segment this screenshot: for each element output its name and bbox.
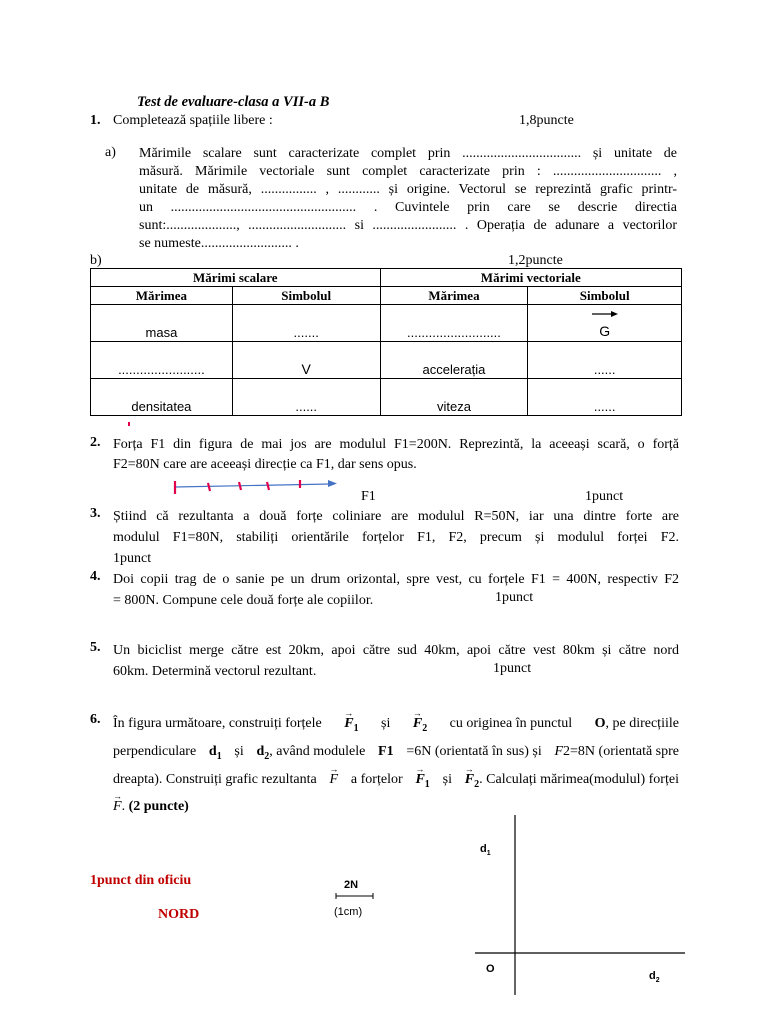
table-row bbox=[91, 342, 682, 379]
table-column-header: Mărimea bbox=[380, 287, 528, 305]
quantities-table bbox=[90, 268, 682, 416]
q6-points: (2 puncte) bbox=[128, 799, 189, 815]
scale-bar bbox=[335, 892, 375, 900]
q2-line: F2=80N care are aceeași direcție ca F1, dar sens opus. bbox=[113, 457, 417, 472]
table-row bbox=[91, 305, 682, 342]
table-column-header-row bbox=[91, 287, 682, 305]
q3-text bbox=[113, 506, 679, 569]
table-group-header-row bbox=[91, 269, 682, 287]
table-cell: ...... bbox=[232, 379, 380, 416]
q3-line: Știind că rezultanta a două forțe coliniare are modulul R=50N, iar una dintre forte are bbox=[113, 509, 679, 524]
table-row bbox=[91, 379, 682, 416]
vector-arrow-icon bbox=[591, 310, 619, 318]
q1a-label: a) bbox=[105, 145, 116, 160]
table-cell: V bbox=[232, 342, 380, 379]
q4-line: Doi copii trag de o sanie pe un drum orizontal, spre vest, cu forțele F1 = 400N, respectiv F2 bbox=[113, 572, 679, 587]
table-cell: ....... bbox=[232, 305, 380, 342]
f1-vector-figure bbox=[170, 478, 340, 498]
q1-text: Completează spațiile libere : bbox=[113, 113, 273, 128]
origin-point-label: O bbox=[594, 716, 606, 731]
q6-line: → F. (2 puncte) bbox=[113, 795, 679, 818]
table-cell: masa bbox=[91, 305, 233, 342]
vector-symbol: G bbox=[599, 323, 611, 339]
oficiu-note: 1punct din oficiu bbox=[90, 873, 192, 888]
q5-line: 60km. Determină vectorul rezultant. bbox=[113, 664, 317, 679]
scale-value: 2N bbox=[344, 879, 359, 891]
q1b-label: b) bbox=[90, 253, 102, 268]
table-cell: ...... bbox=[528, 379, 682, 416]
q5-line: Un biciclist merge către est 20km, apoi către sud 40km, apoi către vest 80km și către nord bbox=[113, 643, 679, 658]
q2-number: 2. bbox=[90, 435, 101, 450]
table-column-header: Simbolul bbox=[232, 287, 380, 305]
scale-unit: (1cm) bbox=[334, 906, 363, 918]
q5-text bbox=[113, 640, 679, 682]
table-cell: ........................ bbox=[91, 342, 233, 379]
q4-text bbox=[113, 569, 679, 611]
q4-number: 4. bbox=[90, 569, 101, 584]
q6-line: perpendiculare $d_1$ și $d_2$, având modulele F1 =6N (orientată în sus) și F2=8N (orientată spre bbox=[113, 743, 679, 762]
table-column-header: Mărimea bbox=[91, 287, 233, 305]
red-mark bbox=[128, 422, 130, 426]
table-cell: accelerația bbox=[380, 342, 528, 379]
f1-label: F1 bbox=[361, 489, 376, 504]
nord-label: NORD bbox=[158, 907, 200, 922]
q2-line: Forța F1 din figura de mai jos are modulul F1=200N. Reprezintă, la aceeași scară, o forță bbox=[113, 437, 679, 452]
q1-number: 1. bbox=[90, 113, 101, 128]
q3-line: modulul F1=80N, stabiliți orientările forțelor F1, F2, precum și modulul forței F2. bbox=[113, 530, 679, 545]
q6-number: 6. bbox=[90, 712, 101, 727]
q1a-line: Mărimile scalare sunt caracterizate complet prin .................................. și unitate de bbox=[139, 146, 677, 161]
f2-vector-symbol: → F bbox=[413, 712, 422, 735]
q1-points: 1,8puncte bbox=[519, 113, 574, 128]
q4-line: = 800N. Compune cele două forțe ale copiilor. bbox=[113, 593, 374, 608]
f1-vector-symbol: → F bbox=[344, 712, 353, 735]
q3-number: 3. bbox=[90, 506, 101, 521]
table-cell-vector bbox=[528, 305, 682, 342]
q6-line: În figura următoare, construiți forțele → $F_1$ și → $F_2$ cu originea în punctul O, pe direcțiile bbox=[113, 712, 679, 740]
test-title: Test de evaluare-clasa a VII-a B bbox=[137, 94, 330, 110]
table-cell: .......................... bbox=[380, 305, 528, 342]
axis-d1-label: $d_1$ bbox=[480, 843, 491, 858]
origin-label: O bbox=[486, 963, 495, 975]
table-cell: densitatea bbox=[91, 379, 233, 416]
q2-text bbox=[113, 435, 679, 475]
q2-points: 1punct bbox=[585, 489, 624, 504]
table-group-header: Mărimi scalare bbox=[91, 269, 381, 287]
axis-d2-label: $d_2$ bbox=[649, 970, 660, 985]
q1a-line: se numeste.......................... . bbox=[139, 236, 299, 251]
q1a-line: sunt:...................., ............................ si ........................ . Operația de adunare a vectorilor bbox=[139, 218, 677, 233]
q3-line: 1punct bbox=[113, 551, 152, 566]
q5-number: 5. bbox=[90, 640, 101, 655]
q4-points: 1punct bbox=[495, 590, 534, 605]
q1a-line: măsură. Mărimile vectoriale sunt complet caracterizate prin : ............................... , bbox=[139, 164, 677, 179]
table-cell: viteza bbox=[380, 379, 528, 416]
table-group-header: Mărimi vectoriale bbox=[380, 269, 681, 287]
q1a-line: unitate de măsură, ................ , ............ și origine. Vectorul se reprezintă grafic printr- bbox=[139, 182, 677, 197]
q1b-points: 1,2puncte bbox=[508, 253, 563, 268]
f-vector-symbol: → F bbox=[330, 768, 339, 796]
q5-points: 1punct bbox=[493, 661, 532, 676]
table-cell: ...... bbox=[528, 342, 682, 379]
q1a-paragraph bbox=[139, 145, 677, 253]
q6-line: dreapta). Construiți grafic rezultanta → F a forțelor → $F_1$ și → $F_2$. Calculați mărimea(modulul) forței bbox=[113, 768, 679, 796]
table-column-header: Simbolul bbox=[528, 287, 682, 305]
q1a-line: un ..................................................... . Cuvintele prin care se descrie directia bbox=[139, 200, 677, 215]
q6-text bbox=[113, 712, 679, 818]
